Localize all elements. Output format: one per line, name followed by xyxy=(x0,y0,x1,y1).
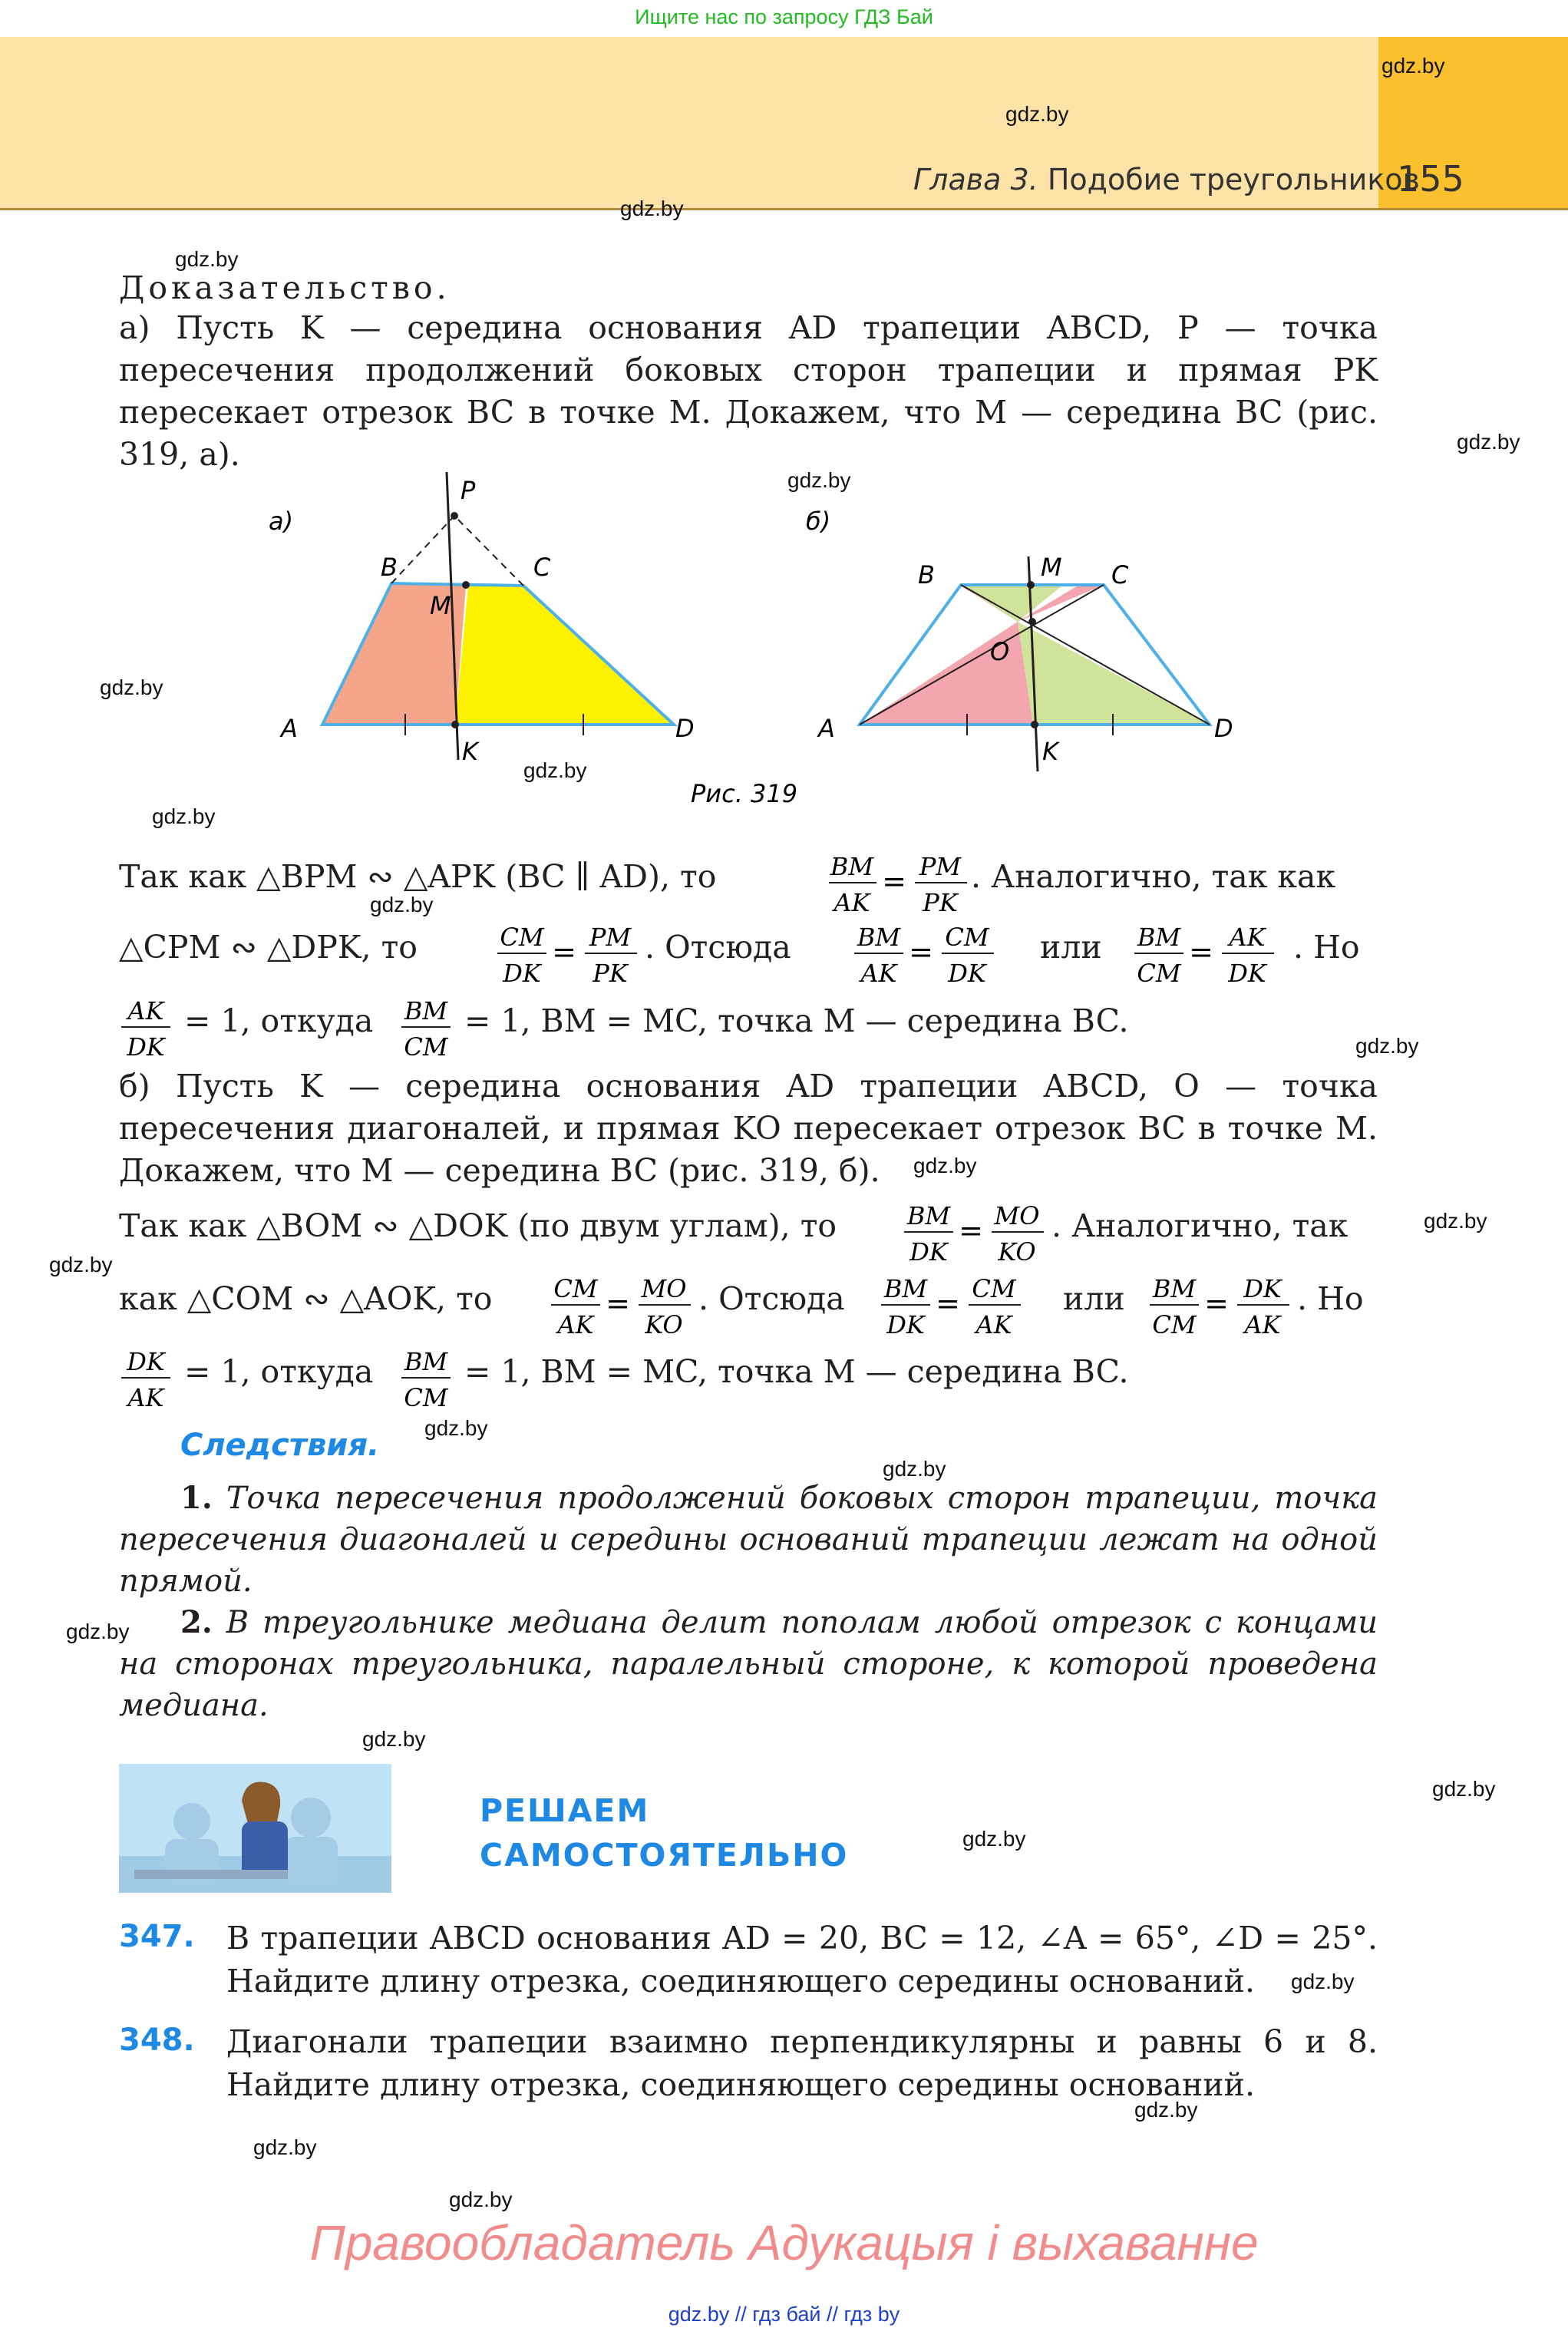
proof-b-line2-mid1: . Отсюда xyxy=(698,1280,845,1317)
banner-illustration xyxy=(119,1764,391,1893)
frac-num: CM xyxy=(972,1274,1016,1303)
watermark: gdz.by xyxy=(100,675,163,699)
banner-silhouette xyxy=(284,1837,338,1883)
equals-sign: = xyxy=(606,1286,630,1320)
frac-num: CM xyxy=(553,1274,598,1303)
equals-sign: = xyxy=(882,864,906,898)
fraction-a5 xyxy=(115,992,177,1062)
frac-num: BM xyxy=(404,996,448,1025)
figure-319 xyxy=(253,461,1343,821)
label-b: B xyxy=(918,560,935,589)
equals-sign: = xyxy=(1204,1286,1229,1320)
watermark: gdz.by xyxy=(1424,1209,1487,1233)
watermark: gdz.by xyxy=(253,2135,317,2159)
equals-sign: = xyxy=(959,1214,983,1247)
proof-a-line1-pre: Так как △BPM ∾ △APK (BC ∥ AD), то xyxy=(119,858,717,895)
frac-num: BM xyxy=(830,852,874,881)
corollary-1: 1. Точка пересечения продолжений боковых сторон трапеции, точка пересечения диагоналей и середины оснований трапеции лежат на одной прямой. xyxy=(119,1480,1378,1599)
fig-a-extension-left xyxy=(391,516,454,583)
proof-a-line3-mid: = 1, откуда xyxy=(184,1002,374,1039)
fig-a-point-m xyxy=(462,581,470,589)
frac-den: AK xyxy=(127,1383,164,1412)
proof-title: Доказательство. xyxy=(119,269,451,306)
label-p: P xyxy=(460,476,476,505)
label-m: M xyxy=(430,591,451,620)
frac-den: DK xyxy=(909,1237,948,1266)
label-a: A xyxy=(281,714,298,743)
top-note: Ищите нас по запросу ГДЗ Бай xyxy=(635,5,933,28)
fig-b-label: б) xyxy=(806,507,831,536)
frac-num: BM xyxy=(857,923,901,952)
frac-den: AK xyxy=(834,888,870,917)
label-m: M xyxy=(1041,553,1062,582)
proof-b-line1-pre: Так как △BOM ∾ △DOK (по двум углам), то xyxy=(119,1207,837,1244)
label-d: D xyxy=(675,714,695,743)
watermark: gdz.by xyxy=(620,196,684,220)
frac-num: CM xyxy=(945,923,989,952)
label-b: B xyxy=(381,553,398,582)
watermark: gdz.by xyxy=(49,1253,113,1276)
watermark: gdz.by xyxy=(362,1727,426,1751)
fig-a-label: а) xyxy=(269,507,294,536)
frac-den: DK xyxy=(886,1310,925,1339)
proof-b-line2-mid2: или xyxy=(1063,1280,1125,1317)
proof-a-line3-post: = 1, BM = MC, точка M — середина BC. xyxy=(464,1002,1129,1039)
banner-silhouette xyxy=(291,1798,331,1838)
frac-num: BM xyxy=(404,1347,448,1376)
fraction-eq-a4 xyxy=(1128,919,1320,988)
label-o: O xyxy=(990,637,1010,666)
corollaries-heading: Следствия. xyxy=(180,1428,380,1463)
proof-a-line2-pre: △CPM ∾ △DPK, то xyxy=(119,929,418,966)
proof-b-line2-pre: как △COM ∾ △AOK, то xyxy=(119,1280,493,1317)
frac-num: BM xyxy=(1152,1274,1197,1303)
figure-caption: Рис. 319 xyxy=(691,779,798,808)
fraction-a6 xyxy=(395,992,457,1062)
copyright-note: Правообладатель Адукацыя і выхаванне xyxy=(309,2215,1259,2270)
frac-num: PM xyxy=(589,923,632,952)
banner-student-hair xyxy=(242,1782,280,1826)
proof-a-line2-post: . Но xyxy=(1293,929,1360,966)
frac-den: DK xyxy=(503,959,541,988)
frac-den: PK xyxy=(593,959,628,988)
banner-desk xyxy=(134,1870,288,1879)
equals-sign: = xyxy=(936,1286,960,1320)
task-number: 348. xyxy=(119,2023,195,2058)
frac-den: PK xyxy=(923,888,958,917)
watermark: gdz.by xyxy=(1134,2098,1198,2122)
proof-b-line2-post: . Но xyxy=(1297,1280,1364,1317)
proof-a-line2-mid2: или xyxy=(1040,929,1102,966)
task-number: 347. xyxy=(119,1919,195,1954)
fig-b-point-m xyxy=(1027,581,1035,589)
frac-den: DK xyxy=(948,959,986,988)
proof-b-line1-post: . Аналогично, так xyxy=(1051,1207,1348,1244)
watermark: gdz.by xyxy=(152,804,216,828)
task-text: Диагонали трапеции взаимно перпендикулярны и равны 6 и 8. Найдите длину отрезка, соединяющего середины оснований. xyxy=(226,2023,1378,2103)
frac-den: DK xyxy=(127,1032,165,1062)
frac-den: AK xyxy=(557,1310,594,1339)
frac-num: BM xyxy=(883,1274,928,1303)
proof-b-line3-mid: = 1, откуда xyxy=(184,1353,374,1390)
frac-num: PM xyxy=(919,852,962,881)
frac-den: CM xyxy=(1152,1310,1197,1339)
label-c: C xyxy=(1111,560,1129,589)
watermark: gdz.by xyxy=(883,1457,946,1481)
proof-part-a: а) Пусть K — середина основания AD трапеции ABCD, P — точка пересечения продолжений боковых сторон трапеции и прямая PK пересекает отрезок BC в точке M. Докажем, что M — середина BC (рис. 319, а). xyxy=(119,309,1378,473)
label-c: C xyxy=(533,553,551,582)
fraction-b6 xyxy=(395,1343,457,1412)
frac-num: CM xyxy=(500,923,544,952)
fraction-eq-b3 xyxy=(875,1270,1067,1339)
footer-links[interactable]: gdz.by // гдз бай // гдз by xyxy=(668,2303,900,2326)
watermark: gdz.by xyxy=(1457,430,1520,454)
fig-a-extension-right xyxy=(454,516,523,586)
frac-den: KO xyxy=(645,1310,683,1339)
fig-b-point-o xyxy=(1028,618,1036,626)
watermark: gdz.by xyxy=(424,1416,488,1440)
frac-den: AK xyxy=(1244,1310,1281,1339)
watermark: gdz.by xyxy=(1005,102,1069,126)
equals-sign: = xyxy=(552,935,576,969)
watermark: gdz.by xyxy=(523,758,587,782)
corollary-2: 2. В треугольнике медиана делит пополам любой отрезок с концами на сторонах треугольника, паралельный стороне, к которой проведена медиана. xyxy=(119,1604,1378,1723)
frac-num: DK xyxy=(127,1347,165,1376)
frac-den: CM xyxy=(404,1032,448,1062)
fig-a-right-region xyxy=(455,586,674,725)
watermark: gdz.by xyxy=(787,468,851,492)
fig-a-point-k xyxy=(451,721,459,728)
chapter-title: Глава 3. Подобие треугольников xyxy=(913,163,1420,196)
watermark: gdz.by xyxy=(962,1827,1026,1851)
proof-a-line1-post: . Аналогично, так как xyxy=(971,858,1336,895)
label-k: K xyxy=(1042,737,1058,766)
frac-num: BM xyxy=(1137,923,1181,952)
frac-den: AK xyxy=(975,1310,1012,1339)
proof-part-b: б) Пусть K — середина основания AD трапеции ABCD, O — точка пересечения диагоналей, и прямая KO пересекает отрезок BC в точке M. Докажем, что M — середина BC (рис. 319, б). xyxy=(119,1068,1378,1189)
frac-den: KO xyxy=(998,1237,1036,1266)
frac-num: BM xyxy=(906,1201,951,1230)
watermark: gdz.by xyxy=(449,2188,513,2211)
label-d: D xyxy=(1214,714,1233,743)
label-a: A xyxy=(818,714,835,743)
frac-num: AK xyxy=(127,996,164,1025)
frac-den: AK xyxy=(860,959,897,988)
frac-num: DK xyxy=(1243,1274,1282,1303)
watermark: gdz.by xyxy=(1381,54,1445,78)
equals-sign: = xyxy=(1189,935,1213,969)
corollary-1-number: 1. xyxy=(180,1480,213,1516)
fig-a-point-p xyxy=(451,512,458,520)
fraction-b5 xyxy=(115,1343,177,1412)
frac-num: MO xyxy=(994,1201,1040,1230)
frac-den: DK xyxy=(1228,959,1266,988)
watermark: gdz.by xyxy=(1291,1970,1355,1993)
fig-b-point-k xyxy=(1031,721,1038,728)
proof-b-line3-post: = 1, BM = MC, точка M — середина BC. xyxy=(464,1353,1129,1390)
watermark: gdz.by xyxy=(1432,1777,1496,1801)
watermark: gdz.by xyxy=(66,1620,130,1643)
equals-sign: = xyxy=(909,935,933,969)
page-number: 155 xyxy=(1397,158,1464,200)
label-k: K xyxy=(462,737,478,766)
fraction-eq-a3 xyxy=(848,919,1040,988)
watermark: gdz.by xyxy=(175,247,239,271)
watermark: gdz.by xyxy=(1355,1034,1419,1058)
banner-silhouette xyxy=(173,1803,210,1840)
banner-title: РЕШАЕМ САМОСТОЯТЕЛЬНО xyxy=(480,1792,849,1874)
corollary-2-number: 2. xyxy=(180,1604,213,1640)
watermark: gdz.by xyxy=(370,893,434,916)
header-divider xyxy=(0,208,1568,210)
frac-num: AK xyxy=(1229,923,1266,952)
frac-num: MO xyxy=(641,1274,687,1303)
frac-den: CM xyxy=(404,1383,448,1412)
frac-den: CM xyxy=(1137,959,1181,988)
task-text: В трапеции ABCD основания AD = 20, BC = 12, ∠A = 65°, ∠D = 25°. Найдите длину отрезка, соединяющего середины оснований. xyxy=(226,1920,1378,2000)
proof-a-line2-mid1: . Отсюда xyxy=(645,929,791,966)
watermark: gdz.by xyxy=(913,1154,977,1177)
